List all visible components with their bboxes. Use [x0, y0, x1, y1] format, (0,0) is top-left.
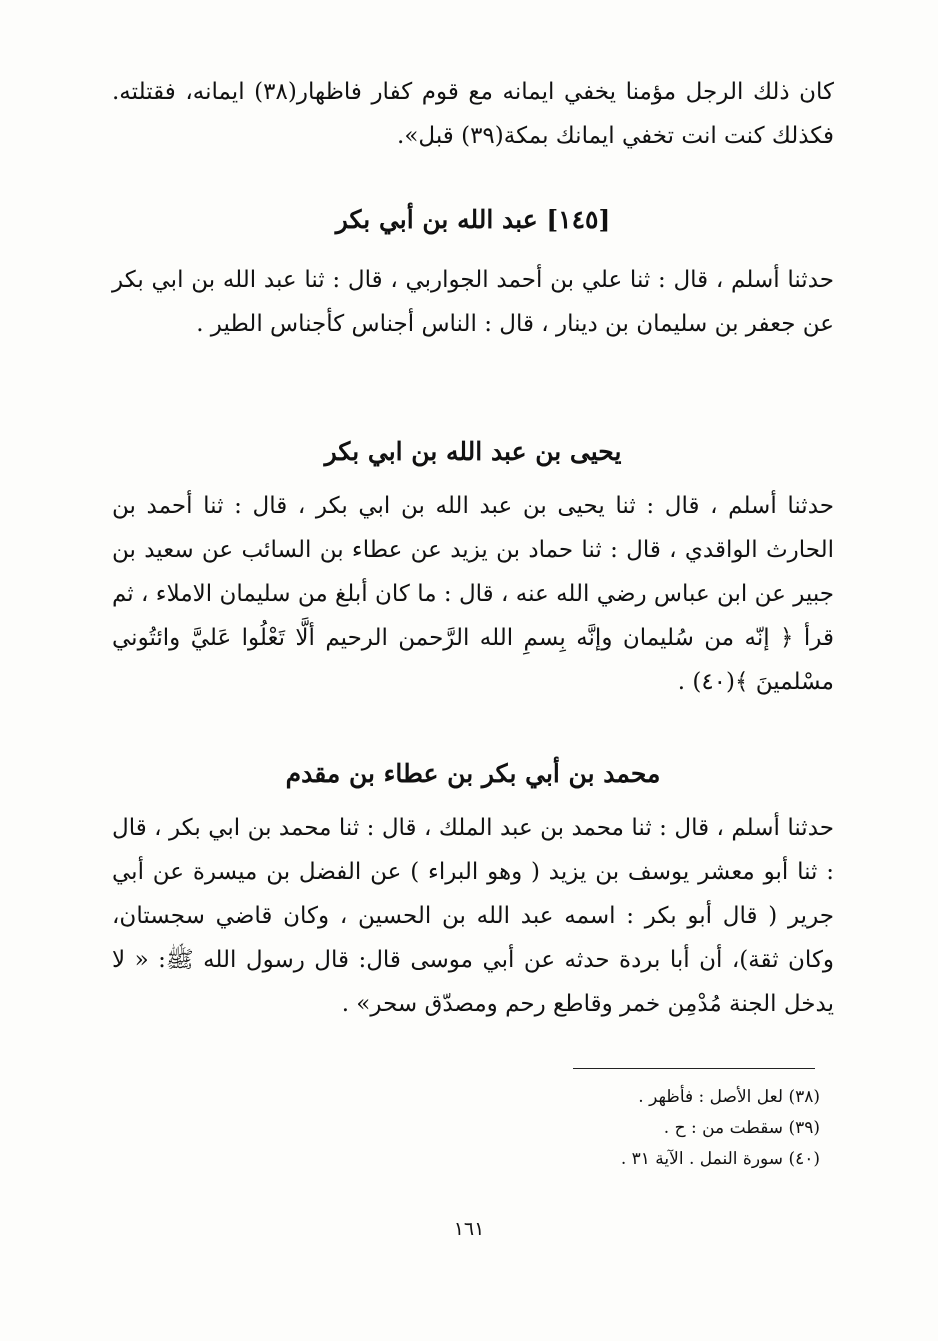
section-heading-muhammad	[112, 754, 834, 794]
heading-text: محمد بن أبي بكر بن عطاء بن مقدم	[285, 759, 661, 788]
section-heading-yahya	[112, 432, 834, 472]
paragraph-text: حدثنا أسلم ، قال : ثنا يحيى بن عبد الله بن ابي بكر ، قال : ثنا أحمد بن الحارث الواقدي ، قال : ثنا حماد بن يزيد عن عطاء بن السائب عن سعيد بن جبير عن ابن عباس رضي الله عنه ، قال : ما كان أبلغ من سليمان الاملاء ، ثم قرأ ﴿ إنّه من سُليمان وإنَّه بِسمِ الله الرَّحمن الرحيم ألَّا تَعْلُوا عَليَّ وائتُوني مسْلمينَ ﴾(٤٠) .	[112, 493, 834, 695]
heading-text: يحيى بن عبد الله بن ابي بكر	[324, 437, 622, 466]
paragraph-yahya	[112, 484, 834, 704]
paragraph-muhammad	[112, 806, 834, 1026]
section-heading-abdullah	[112, 200, 834, 240]
paragraph-text: حدثنا أسلم ، قال : ثنا علي بن أحمد الجواربي ، قال : ثنا عبد الله بن ابي بكر عن جعفر بن سليمان بن دينار ، قال : الناس أجناس كأجناس الطير .	[112, 267, 834, 337]
footnotes	[420, 1082, 820, 1175]
footnote-40: (٤٠) سورة النمل . الآية ٣١ .	[620, 1149, 820, 1169]
footnote-divider	[573, 1068, 815, 1069]
paragraph-opening	[112, 70, 834, 158]
footnote-39: (٣٩) سقطت من : ح .	[663, 1118, 820, 1138]
paragraph-text: كان ذلك الرجل مؤمنا يخفي ايمانه مع قوم كفار فاظهار(٣٨) ايمانه، فقتلته. فكذلك كنت انت تخفي ايمانك بمكة(٣٩) قبل».	[112, 79, 834, 149]
footnote-38: (٣٨) لعل الأصل : فأظهر .	[638, 1087, 820, 1107]
heading-text: [١٤٥] عبد الله بن أبي بكر	[335, 205, 611, 234]
paragraph-abdullah	[112, 258, 834, 346]
paragraph-text: حدثنا أسلم ، قال : ثنا محمد بن عبد الملك ، قال : ثنا محمد بن ابي بكر ، قال : ثنا أبو معشر يوسف بن يزيد ( وهو البراء ) عن الفضل بن ميسرة عن أبي جرير ( قال أبو بكر : اسمه عبد الله بن الحسين ، وكان قاضي سجستان، وكان ثقة)، أن أبا بردة حدثه عن أبي موسى قال: قال رسول الله ﷺ: « لا يدخل الجنة مُدْمِن خمر وقاطع رحم ومصدّق سحر» .	[112, 815, 834, 1017]
page-number: ١٦١	[453, 1218, 485, 1240]
